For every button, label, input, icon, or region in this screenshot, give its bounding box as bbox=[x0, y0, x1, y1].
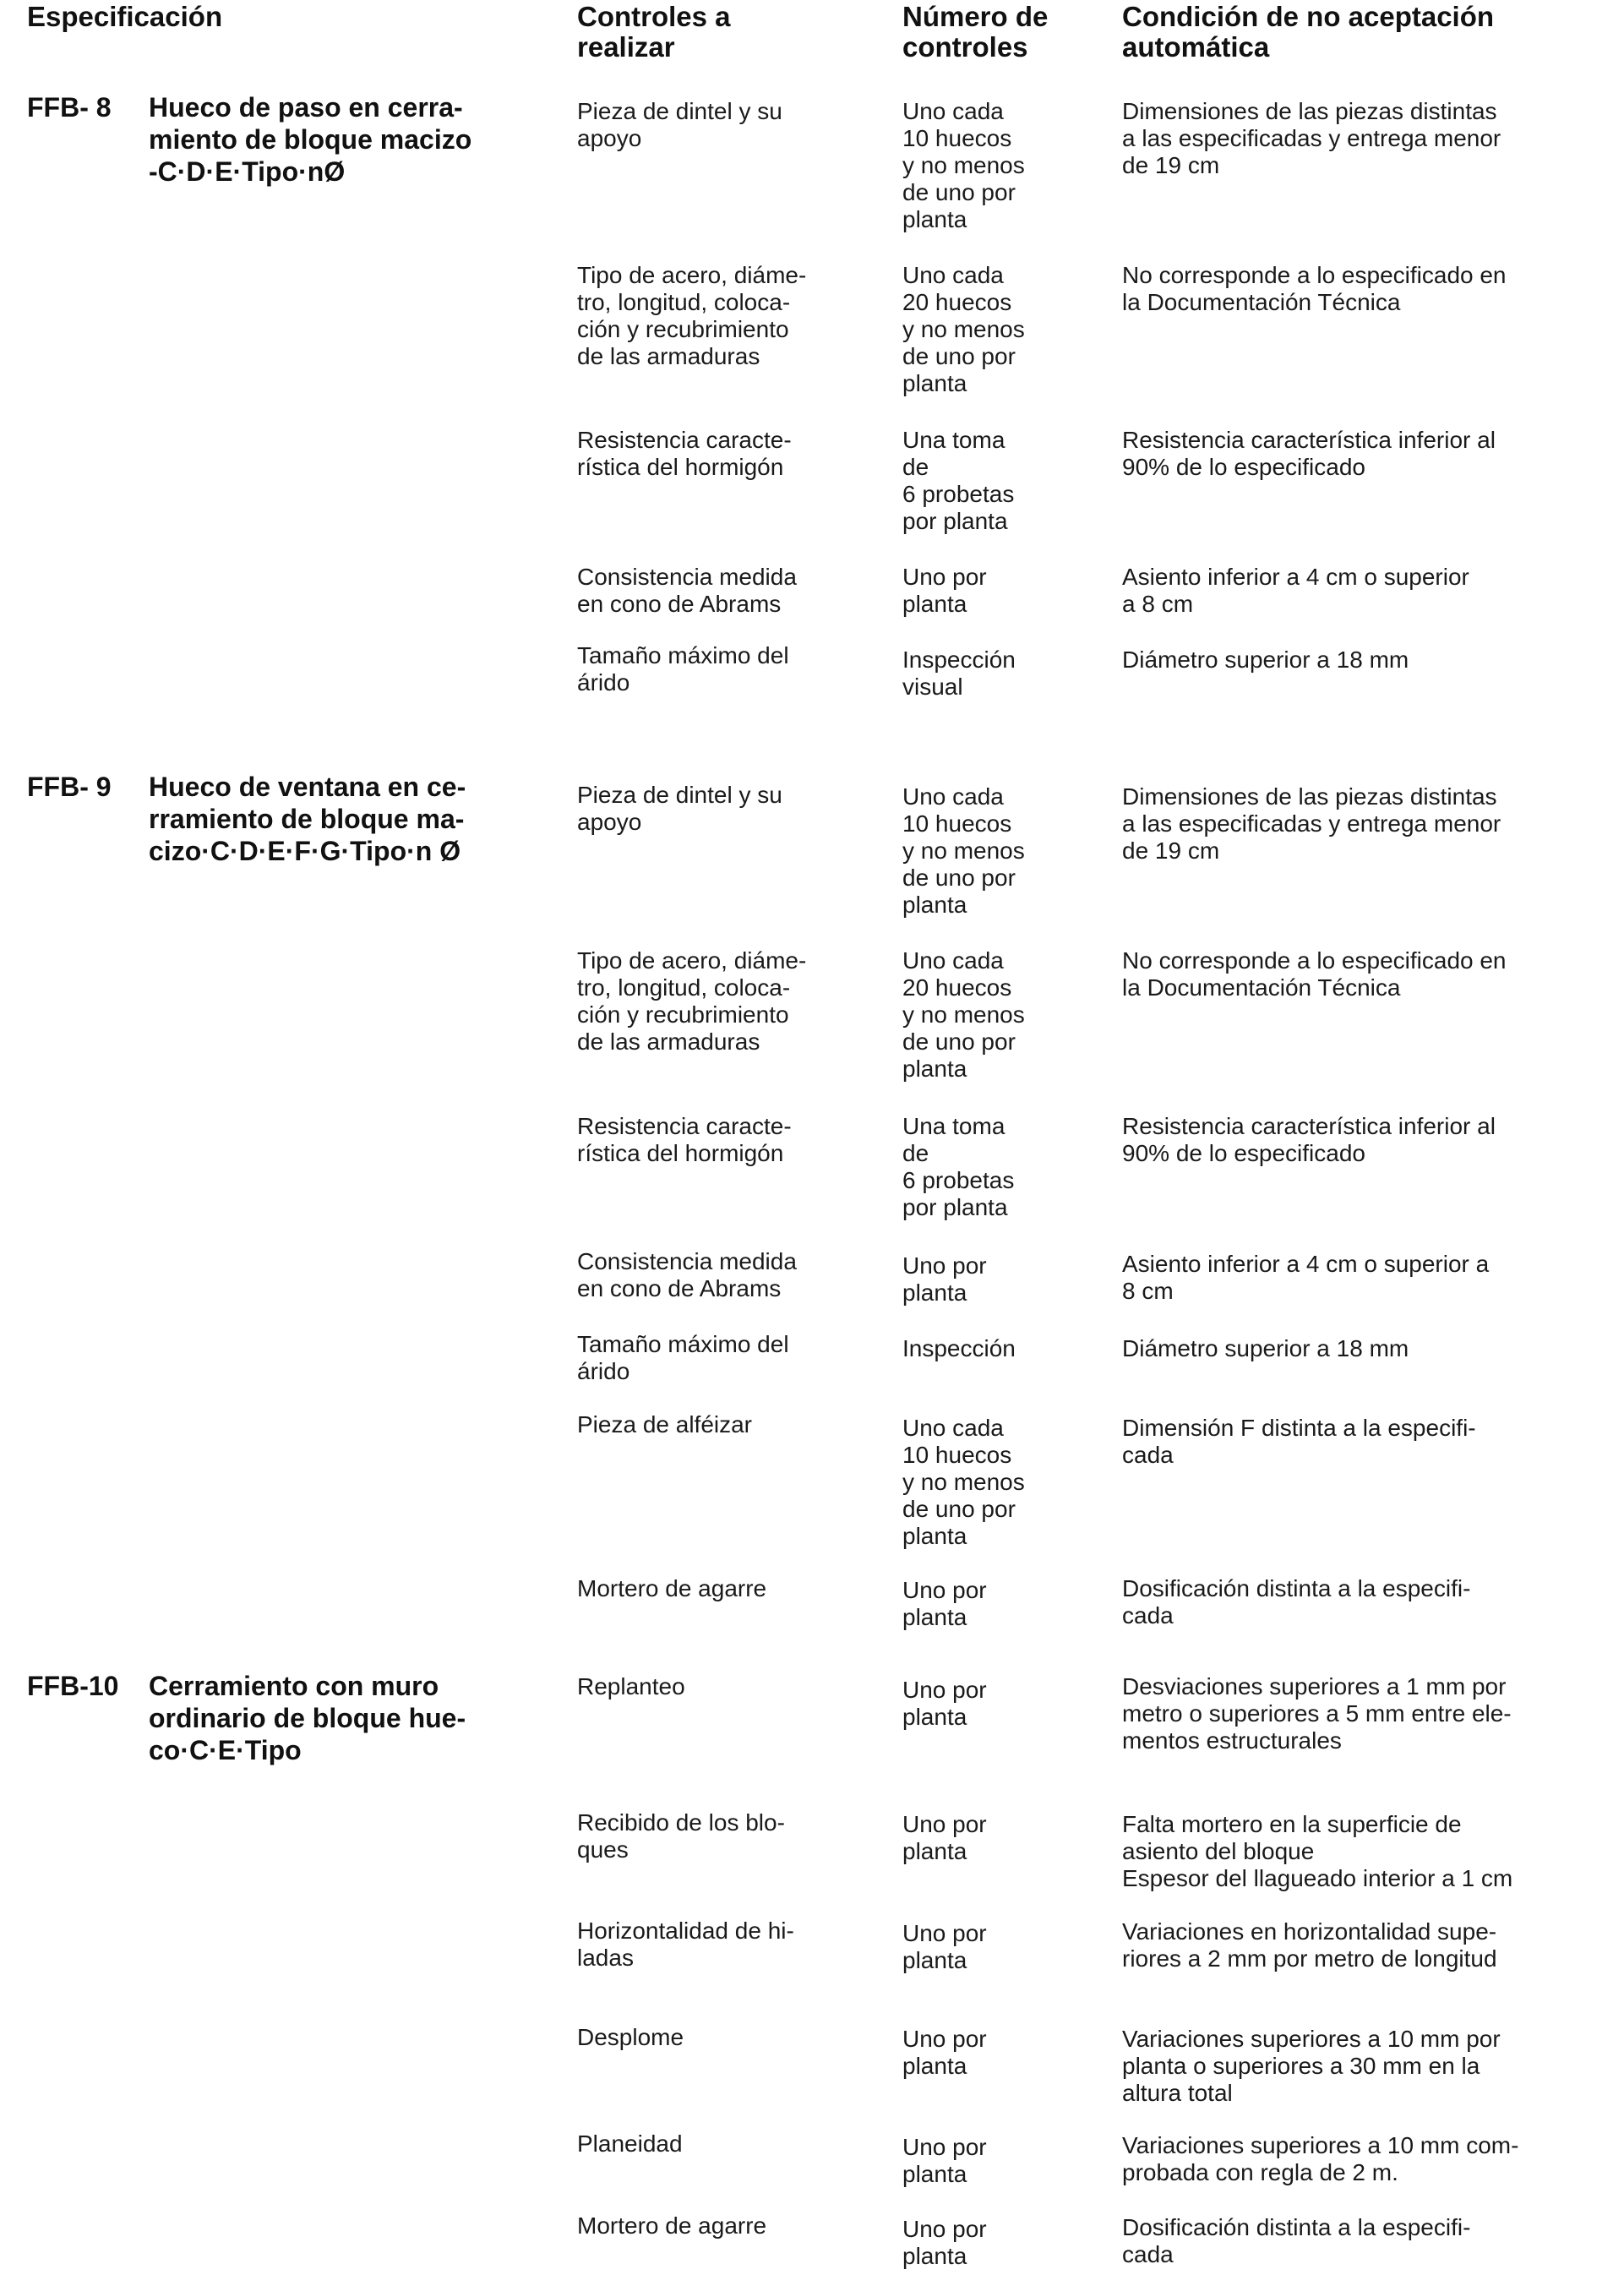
control-count: Uno por planta bbox=[902, 2026, 987, 2079]
control-item: Tipo de acero, diáme- tro, longitud, coloca- ción y recubrimiento de las armaduras bbox=[577, 947, 807, 1055]
control-count: Uno por planta bbox=[902, 1577, 987, 1630]
rejection-condition: No corresponde a lo especificado en la Documentación Técnica bbox=[1122, 947, 1507, 1001]
control-item: Tamaño máximo del árido bbox=[577, 1331, 789, 1384]
rejection-condition: Dosificación distinta a la especifi- cada bbox=[1122, 2214, 1471, 2267]
control-item: Desplome bbox=[577, 2024, 684, 2050]
header-controls: Controles a realizar bbox=[577, 1, 731, 63]
control-count: Uno por planta bbox=[902, 1677, 987, 1730]
control-count: Inspección visual bbox=[902, 646, 1016, 700]
rejection-condition: Dimensiones de las piezas distintas a las especificadas y entrega menor de 19 cm bbox=[1122, 98, 1501, 178]
section-code: FFB-10 bbox=[27, 1671, 119, 1701]
rejection-condition: Desviaciones superiores a 1 mm por metro o superiores a 5 mm entre ele- mentos estructurales bbox=[1122, 1673, 1512, 1754]
control-item: Pieza de alféizar bbox=[577, 1411, 753, 1438]
control-count: Uno cada 10 huecos y no menos de uno por planta bbox=[902, 1415, 1025, 1549]
rejection-condition: Asiento inferior a 4 cm o superior a 8 cm bbox=[1122, 1251, 1490, 1304]
control-count: Uno por planta bbox=[902, 1920, 987, 1973]
header-spec: Especificación bbox=[27, 1, 223, 32]
control-count: Uno por planta bbox=[902, 1811, 987, 1864]
control-count: Uno cada 10 huecos y no menos de uno por planta bbox=[902, 783, 1025, 918]
section-title: Hueco de paso en cerra- miento de bloque macizo -C·D·E·Tipo·nØ bbox=[149, 92, 472, 187]
control-item: Tamaño máximo del árido bbox=[577, 642, 789, 696]
control-count: Uno cada 20 huecos y no menos de uno por planta bbox=[902, 947, 1025, 1082]
control-item: Pieza de dintel y su apoyo bbox=[577, 782, 782, 835]
control-item: Resistencia caracte- rística del hormigón bbox=[577, 427, 792, 480]
control-item: Recibido de los blo- ques bbox=[577, 1809, 785, 1863]
rejection-condition: Variaciones superiores a 10 mm com- probada con regla de 2 m. bbox=[1122, 2132, 1519, 2185]
control-item: Mortero de agarre bbox=[577, 2212, 767, 2239]
rejection-condition: Diámetro superior a 18 mm bbox=[1122, 1335, 1409, 1361]
rejection-condition: Falta mortero en la superficie de asiento del bloque Espesor del llagueado interior a 1 cm bbox=[1122, 1811, 1513, 1891]
section-title: Hueco de ventana en ce- rramiento de bloque ma- cizo·C·D·E·F·G·Tipo·n Ø bbox=[149, 772, 466, 866]
section-code: FFB- 9 bbox=[27, 772, 112, 802]
rejection-condition: No corresponde a lo especificado en la Documentación Técnica bbox=[1122, 262, 1507, 315]
control-count: Una toma de 6 probetas por planta bbox=[902, 427, 1015, 534]
rejection-condition: Diámetro superior a 18 mm bbox=[1122, 646, 1409, 673]
header-number: Número de controles bbox=[902, 1, 1049, 63]
section-code: FFB- 8 bbox=[27, 92, 112, 123]
rejection-condition: Dimensión F distinta a la especifi- cada bbox=[1122, 1415, 1476, 1468]
control-item: Resistencia caracte- rística del hormigón bbox=[577, 1113, 792, 1166]
control-count: Uno por planta bbox=[902, 2216, 987, 2269]
control-count: Uno por planta bbox=[902, 564, 987, 617]
rejection-condition: Resistencia característica inferior al 90% de lo especificado bbox=[1122, 1113, 1496, 1166]
control-item: Tipo de acero, diáme- tro, longitud, coloca- ción y recubrimiento de las armaduras bbox=[577, 262, 807, 369]
control-count: Una toma de 6 probetas por planta bbox=[902, 1113, 1015, 1220]
rejection-condition: Variaciones en horizontalidad supe- riores a 2 mm por metro de longitud bbox=[1122, 1918, 1497, 1972]
control-item: Replanteo bbox=[577, 1673, 685, 1699]
section-title: Cerramiento con muro ordinario de bloque hue- co·C·E·Tipo bbox=[149, 1671, 466, 1765]
rejection-condition: Asiento inferior a 4 cm o superior a 8 cm bbox=[1122, 564, 1469, 617]
control-item: Horizontalidad de hi- ladas bbox=[577, 1918, 794, 1971]
rejection-condition: Resistencia característica inferior al 90% de lo especificado bbox=[1122, 427, 1496, 480]
rejection-condition: Variaciones superiores a 10 mm por planta o superiores a 30 mm en la altura total bbox=[1122, 2026, 1501, 2106]
control-item: Consistencia medida en cono de Abrams bbox=[577, 1248, 797, 1301]
header-condition: Condición de no aceptación automática bbox=[1122, 1, 1495, 63]
control-count: Inspección bbox=[902, 1335, 1016, 1361]
control-count: Uno cada 20 huecos y no menos de uno por planta bbox=[902, 262, 1025, 396]
control-count: Uno cada 10 huecos y no menos de uno por planta bbox=[902, 98, 1025, 232]
rejection-condition: Dimensiones de las piezas distintas a las especificadas y entrega menor de 19 cm bbox=[1122, 783, 1501, 864]
rejection-condition: Dosificación distinta a la especifi- cada bbox=[1122, 1575, 1471, 1629]
control-count: Uno por planta bbox=[902, 1252, 987, 1306]
control-count: Uno por planta bbox=[902, 2134, 987, 2187]
control-item: Pieza de dintel y su apoyo bbox=[577, 98, 782, 151]
control-item: Planeidad bbox=[577, 2130, 683, 2157]
control-item: Mortero de agarre bbox=[577, 1575, 767, 1601]
control-item: Consistencia medida en cono de Abrams bbox=[577, 564, 797, 617]
